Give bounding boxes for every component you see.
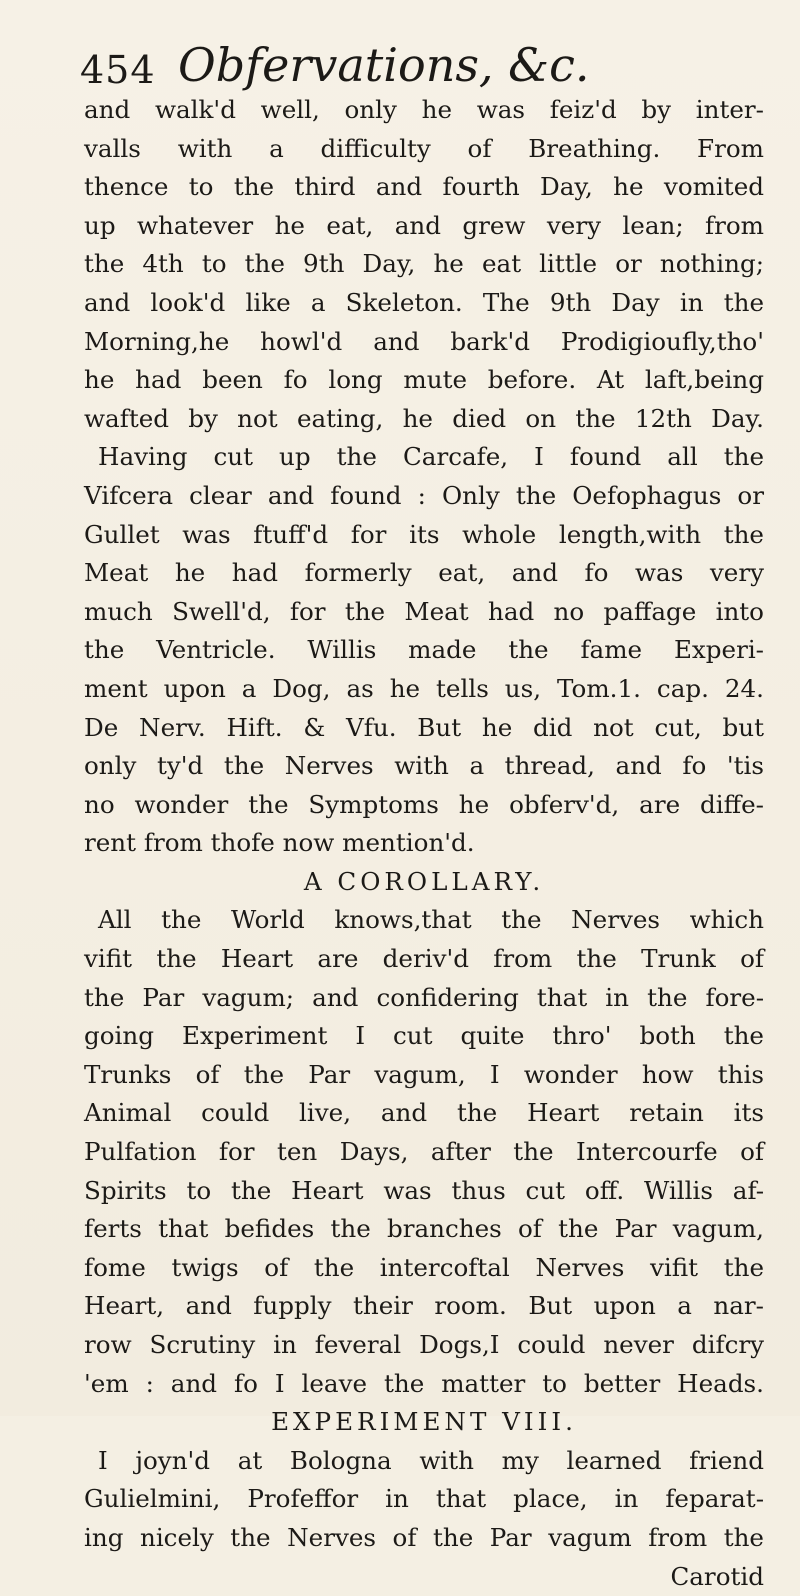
text-line: Gullet was ftuff'd for its whole length,with the — [84, 519, 764, 549]
text-line: De Nerv. Hift. & Vfu. But he did not cut, but — [84, 712, 764, 742]
text-line: 'em : and fo I leave the matter to better Heads. — [84, 1368, 764, 1398]
text-line: and look'd like a Skeleton. The 9th Day in the — [84, 287, 764, 317]
text-line: going Experiment I cut quite thro' both the — [84, 1021, 764, 1051]
text-line: Meat he had formerly eat, and fo was very — [84, 558, 764, 588]
page-number: 454 — [80, 48, 156, 92]
catchword: Carotid — [670, 1561, 764, 1591]
text-line: Morning,he howl'd and bark'd Prodigioufly,tho' — [84, 326, 764, 356]
text-line: Heart, and fupply their room. But upon a nar- — [84, 1291, 764, 1321]
text-line: Trunks of the Par vagum, I wonder how this — [84, 1059, 764, 1089]
paragraph-start-line: I joyn'd at Bologna with my learned friend — [98, 1445, 764, 1475]
text-line: Spirits to the Heart was thus cut off. Willis af- — [84, 1175, 764, 1205]
text-line: and walk'd well, only he was feiz'd by inter- — [84, 95, 764, 124]
text-line: much Swell'd, for the Meat had no paffage into — [84, 596, 764, 626]
text-line: he had been fo long mute before. At laft,being — [84, 365, 764, 395]
text-line: the 4th to the 9th Day, he eat little or nothing; — [84, 249, 764, 279]
text-line: rent from thofe now mention'd. — [84, 828, 475, 858]
text-line: ferts that befides the branches of the Par vagum, — [84, 1214, 764, 1244]
text-line: valls with a difficulty of Breathing. From — [84, 133, 764, 163]
text-line: vifit the Heart are deriv'd from the Trunk of — [84, 944, 764, 974]
body-text — [84, 91, 764, 1596]
text-line: only ty'd the Nerves with a thread, and fo 'tis — [84, 751, 764, 781]
text-line: the Par vagum; and confidering that in the fore- — [84, 982, 764, 1012]
text-line: wafted by not eating, he died on the 12th Day. — [84, 403, 764, 433]
text-line: the Ventricle. Willis made the fame Experi- — [84, 635, 764, 665]
running-title: Obfervations, &c. — [178, 38, 590, 92]
text-line: Vifcera clear and found : Only the Oefophagus or — [84, 480, 764, 510]
text-line: fome twigs of the intercoftal Nerves vifit the — [84, 1252, 764, 1282]
text-line: ing nicely the Nerves of the Par vagum from the — [84, 1522, 764, 1552]
paragraph-start-line: Having cut up the Carcafe, I found all the — [98, 442, 764, 472]
text-line: Pulfation for ten Days, after the Intercourfe of — [84, 1137, 764, 1167]
text-line: Gulielmini, Profeffor in that place, in feparat- — [84, 1484, 764, 1514]
text-line: no wonder the Symptoms he obferv'd, are diffe- — [84, 789, 764, 819]
text-line: thence to the third and fourth Day, he vomited — [84, 172, 764, 202]
section-heading-experiment: EXPERIMENT VIII. — [271, 1407, 577, 1437]
text-line: up whatever he eat, and grew very lean; from — [84, 210, 764, 240]
text-line: ment upon a Dog, as he tells us, Tom.1. cap. 24. — [84, 673, 764, 703]
text-line: Animal could live, and the Heart retain its — [84, 1098, 764, 1128]
paragraph-start-line: All the World knows,that the Nerves which — [98, 905, 764, 935]
section-heading-corollary: A COROLLARY. — [303, 866, 545, 896]
text-line: row Scrutiny in feveral Dogs,I could never difcry — [84, 1330, 764, 1359]
